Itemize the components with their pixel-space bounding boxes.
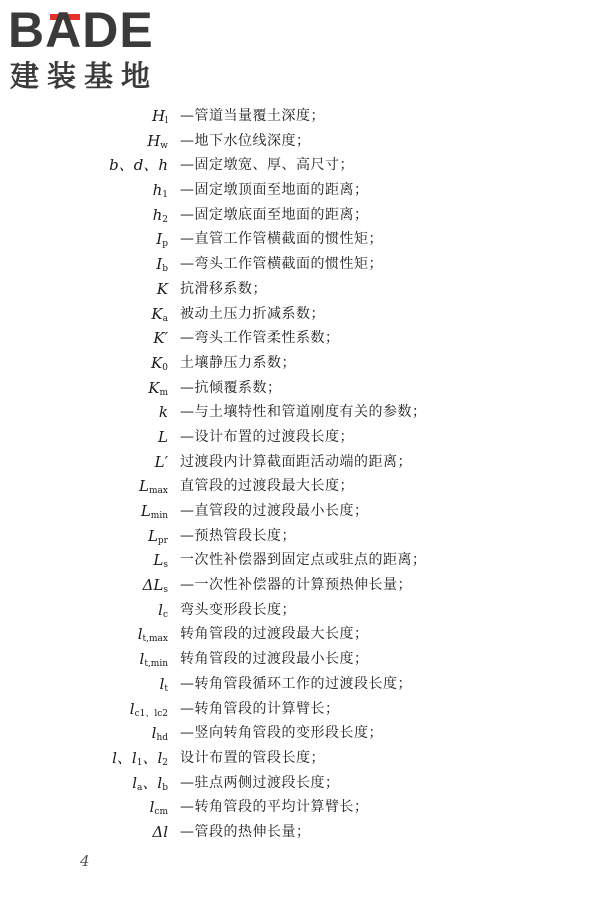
symbol: $h_2$ (152, 205, 168, 225)
definition-text: 设计布置的管段长度； (180, 749, 325, 766)
definition-row (0, 178, 600, 203)
definition-text: —设计布置的过渡段长度； (180, 428, 354, 445)
symbol: $l_{cm}$ (149, 798, 168, 818)
symbol: $L_{max}$ (139, 477, 168, 497)
definition-text: —弯头工作管柔性系数； (180, 330, 340, 347)
definition-row (0, 820, 600, 845)
page-number: 4 (80, 852, 90, 870)
symbol: $L_{min}$ (140, 502, 168, 521)
definition-text: 土壤静压力系数； (180, 354, 296, 371)
definition-text: 抗滑移系数； (180, 280, 267, 297)
symbol: $K_a$ (151, 304, 168, 324)
symbol: $l_a$、$l_b$ (132, 773, 168, 793)
definition-row (0, 153, 600, 178)
definition-text: 一次性补偿器到固定点或驻点的距离； (180, 552, 427, 569)
symbol: l、$l_1$、$l_2$ (112, 748, 168, 768)
symbol: $l_t$ (159, 674, 168, 694)
definition-row (0, 548, 600, 573)
definition-text: —弯头工作管横截面的惯性矩； (180, 256, 383, 273)
symbol: L (158, 427, 168, 446)
symbol: k (158, 403, 168, 422)
definition-row (0, 351, 600, 376)
symbol: b、d、h (109, 156, 168, 175)
definition-row (0, 622, 600, 647)
definition-text: 直管段的过渡段最大长度； (180, 478, 354, 495)
definition-text: —转角管段循环工作的过渡段长度； (180, 675, 412, 692)
symbol: $L_s$ (153, 551, 168, 571)
definition-text: —固定墩顶面至地面的距离； (180, 182, 369, 199)
definition-row (0, 302, 600, 327)
definition-row (0, 450, 600, 475)
definition-row (0, 721, 600, 746)
definition-text: —直管工作管横截面的惯性矩； (180, 231, 383, 248)
symbol: $l_{t,max}$ (137, 625, 168, 645)
definition-text: —预热管段长度； (180, 527, 296, 544)
definition-text: —直管段的过渡段最小长度； (180, 503, 369, 519)
definition-row (0, 129, 600, 154)
bade-logo (8, 4, 188, 94)
definition-row (0, 499, 600, 524)
definition-row (0, 376, 600, 401)
symbol: $l_c$ (158, 600, 168, 620)
symbol: $K_m$ (148, 378, 168, 398)
definition-text: —一次性补偿器的计算预热伸长量； (180, 577, 412, 594)
definition-row (0, 697, 600, 722)
definition-row (0, 573, 600, 598)
definition-row (0, 104, 600, 129)
symbol: Δl (152, 822, 168, 841)
symbol: $H_l$ (152, 107, 168, 126)
definition-text: —驻点两侧过渡段长度； (180, 774, 340, 791)
definition-row (0, 672, 600, 697)
definition-row (0, 647, 600, 672)
definition-text: 过渡段内计算截面距活动端的距离； (180, 453, 412, 470)
definition-text: 转角管段的过渡段最小长度； (180, 651, 369, 668)
symbol-definition-list (0, 104, 600, 845)
symbol: $I_b$ (156, 255, 168, 275)
definition-row (0, 227, 600, 252)
definition-text: —竖向转角管段的变形段长度； (180, 725, 383, 742)
symbol: $h_1$ (152, 181, 168, 201)
symbol: $H_w$ (147, 131, 168, 151)
definition-row (0, 598, 600, 623)
definition-text: —地下水位线深度； (180, 132, 311, 149)
definition-text: —转角管段的计算臂长； (180, 700, 340, 717)
definition-text: 被动土压力折减系数； (180, 305, 325, 322)
definition-row (0, 746, 600, 771)
definition-text: 转角管段的过渡段最大长度； (180, 626, 369, 643)
symbol: $l_{c1、lc2}$ (129, 699, 168, 719)
definition-text: —固定墩底面至地面的距离； (180, 206, 369, 223)
definition-row (0, 795, 600, 820)
definition-text: —管道当量覆土深度； (180, 108, 325, 124)
definition-row (0, 326, 600, 351)
definition-row (0, 277, 600, 302)
definition-text: —与土壤特性和管道刚度有关的参数； (180, 404, 427, 421)
definition-text: —抗倾覆系数； (180, 379, 282, 396)
symbol: K′ (153, 329, 168, 348)
definition-row (0, 203, 600, 228)
definition-row (0, 524, 600, 549)
symbol: K (156, 279, 168, 298)
symbol: $l_{t,min}$ (139, 650, 168, 670)
symbol: $L_{pr}$ (147, 526, 168, 546)
definition-row (0, 474, 600, 499)
definition-row (0, 771, 600, 796)
definition-row (0, 425, 600, 450)
symbol: $\Delta L_s$ (142, 576, 168, 596)
definition-row (0, 400, 600, 425)
symbol: L′ (154, 452, 168, 471)
definition-text: —管段的热伸长量； (180, 823, 311, 840)
logo-text-en: BADE (8, 2, 154, 58)
definition-text: —转角管段的平均计算臂长； (180, 799, 369, 816)
definition-row (0, 252, 600, 277)
definition-text: 弯头变形段长度； (180, 601, 296, 618)
symbol: $K_0$ (151, 353, 168, 373)
logo-text-cn: 建装基地 (10, 59, 159, 93)
symbol: $l_{hd}$ (151, 724, 168, 744)
symbol: $I_p$ (156, 230, 168, 250)
definition-text: —固定墩宽、厚、高尺寸； (180, 157, 354, 174)
